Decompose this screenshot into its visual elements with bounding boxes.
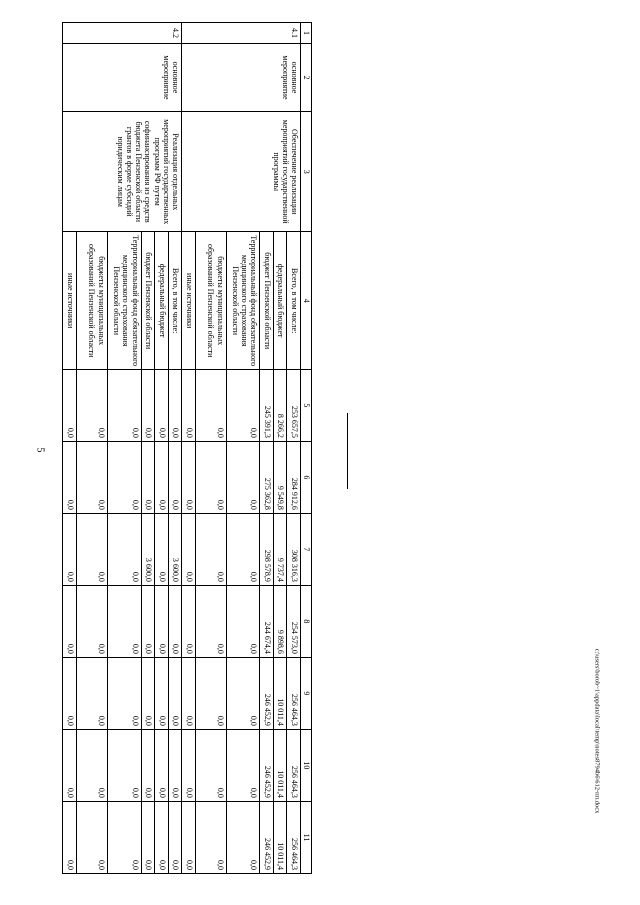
table-row: [287, 23, 301, 874]
page-number: 5: [34, 447, 46, 453]
column-header-6: 6: [301, 441, 312, 513]
amount-cell: 0,0: [182, 657, 196, 729]
amount-cell: 0,0: [226, 441, 260, 513]
file-path: c:\users\borob~1\appdata\local\temp\notes8794b6\612-пп.docx: [593, 648, 601, 814]
column-header-4: 4: [301, 232, 312, 369]
amount-cell: 246 452,9: [260, 801, 274, 873]
column-header-8: 8: [301, 585, 312, 657]
amount-cell: 0,0: [63, 369, 77, 441]
amount-cell: 0,0: [168, 585, 182, 657]
amount-cell: 9 549,8: [274, 441, 288, 513]
amount-cell: 0,0: [63, 513, 77, 585]
amount-cell: 0,0: [76, 801, 107, 873]
amount-cell: 0,0: [141, 585, 155, 657]
row-number-cell: 4.2: [63, 23, 182, 44]
amount-cell: 0,0: [107, 657, 141, 729]
amount-cell: 0,0: [107, 513, 141, 585]
column-header-3: 3: [301, 112, 312, 232]
event-name-cell: Обеспечение реализации мероприятий государственной программы: [182, 112, 301, 232]
amount-cell: 0,0: [76, 441, 107, 513]
amount-cell: 0,0: [155, 441, 169, 513]
amount-cell: 0,0: [141, 729, 155, 801]
column-header-11: 11: [301, 801, 312, 873]
amount-cell: 0,0: [195, 657, 226, 729]
column-header-9: 9: [301, 657, 312, 729]
amount-cell: 0,0: [63, 585, 77, 657]
amount-cell: 0,0: [182, 729, 196, 801]
amount-cell: 0,0: [226, 801, 260, 873]
amount-cell: 284 912,6: [287, 441, 301, 513]
amount-cell: 0,0: [195, 729, 226, 801]
amount-cell: 0,0: [141, 801, 155, 873]
funding-source-cell: бюджет Пензенской области: [141, 232, 155, 369]
column-header-1: 1: [301, 23, 312, 44]
amount-cell: 245 391,3: [260, 369, 274, 441]
amount-cell: 0,0: [141, 369, 155, 441]
table-row: [168, 23, 182, 874]
amount-cell: 10 011,4: [274, 729, 288, 801]
amount-cell: 244 674,4: [260, 585, 274, 657]
amount-cell: 0,0: [195, 585, 226, 657]
amount-cell: 0,0: [226, 585, 260, 657]
amount-cell: 0,0: [195, 441, 226, 513]
amount-cell: 0,0: [107, 585, 141, 657]
amount-cell: 0,0: [141, 441, 155, 513]
column-header-10: 10: [301, 729, 312, 801]
amount-cell: 0,0: [107, 441, 141, 513]
amount-cell: 308 316,3: [287, 513, 301, 585]
column-header-7: 7: [301, 513, 312, 585]
amount-cell: 0,0: [76, 585, 107, 657]
financing-table: [62, 22, 312, 874]
funding-source-cell: федеральный бюджет: [274, 232, 288, 369]
amount-cell: 0,0: [155, 657, 169, 729]
amount-cell: 0,0: [155, 729, 169, 801]
amount-cell: 0,0: [168, 801, 182, 873]
header-row: [301, 23, 312, 874]
amount-cell: 3 600,0: [168, 513, 182, 585]
financing-table-container: [62, 22, 312, 874]
event-type-cell: основное мероприятие: [182, 43, 301, 111]
amount-cell: 0,0: [226, 513, 260, 585]
amount-cell: 246 452,9: [260, 729, 274, 801]
amount-cell: 9 737,4: [274, 513, 288, 585]
column-header-2: 2: [301, 43, 312, 111]
amount-cell: 0,0: [141, 657, 155, 729]
amount-cell: 253 657,5: [287, 369, 301, 441]
amount-cell: 0,0: [226, 657, 260, 729]
funding-source-cell: Территориальный фонд обязательного медицинского страхования Пензенской области: [226, 232, 260, 369]
amount-cell: 0,0: [195, 513, 226, 585]
amount-cell: 0,0: [182, 801, 196, 873]
column-header-5: 5: [301, 369, 312, 441]
row-number-cell: 4.1: [182, 23, 301, 44]
amount-cell: 0,0: [63, 801, 77, 873]
funding-source-cell: Всего, в том числе:: [168, 232, 182, 369]
funding-source-cell: бюджеты муниципальных образований Пензенской области: [195, 232, 226, 369]
event-type-cell: основное мероприятие: [63, 43, 182, 111]
amount-cell: 0,0: [168, 441, 182, 513]
amount-cell: 256 464,3: [287, 801, 301, 873]
funding-source-cell: федеральный бюджет: [155, 232, 169, 369]
amount-cell: 0,0: [182, 441, 196, 513]
amount-cell: 0,0: [155, 801, 169, 873]
amount-cell: 0,0: [195, 369, 226, 441]
amount-cell: 0,0: [107, 369, 141, 441]
amount-cell: 0,0: [226, 729, 260, 801]
amount-cell: 0,0: [76, 369, 107, 441]
amount-cell: 0,0: [168, 729, 182, 801]
amount-cell: 0,0: [182, 513, 196, 585]
funding-source-cell: бюджет Пензенской области: [260, 232, 274, 369]
amount-cell: 256 464,3: [287, 729, 301, 801]
amount-cell: 256 464,3: [287, 657, 301, 729]
amount-cell: 0,0: [107, 729, 141, 801]
amount-cell: 0,0: [107, 801, 141, 873]
amount-cell: 298 578,9: [260, 513, 274, 585]
amount-cell: 0,0: [155, 369, 169, 441]
amount-cell: 0,0: [168, 657, 182, 729]
amount-cell: 8 266,2: [274, 369, 288, 441]
table-body: [63, 23, 301, 874]
amount-cell: 0,0: [182, 369, 196, 441]
amount-cell: 0,0: [182, 585, 196, 657]
amount-cell: 0,0: [76, 513, 107, 585]
funding-source-cell: иные источники: [182, 232, 196, 369]
amount-cell: 275 362,8: [260, 441, 274, 513]
amount-cell: 0,0: [63, 657, 77, 729]
funding-source-cell: Территориальный фонд обязательного медицинского страхования Пензенской области: [107, 232, 141, 369]
amount-cell: 0,0: [76, 657, 107, 729]
amount-cell: 0,0: [63, 729, 77, 801]
divider-line: [347, 413, 348, 489]
amount-cell: 10 011,4: [274, 657, 288, 729]
amount-cell: 9 898,6: [274, 585, 288, 657]
amount-cell: 10 011,4: [274, 801, 288, 873]
amount-cell: 0,0: [195, 801, 226, 873]
funding-source-cell: иные источники: [63, 232, 77, 369]
funding-source-cell: Всего, в том числе:: [287, 232, 301, 369]
amount-cell: 0,0: [168, 369, 182, 441]
amount-cell: 0,0: [155, 513, 169, 585]
amount-cell: 0,0: [226, 369, 260, 441]
amount-cell: 254 573,0: [287, 585, 301, 657]
amount-cell: 0,0: [63, 441, 77, 513]
amount-cell: 246 452,9: [260, 657, 274, 729]
amount-cell: 0,0: [155, 585, 169, 657]
event-name-cell: Реализация отдельных мероприятий государственных программ РФ путем софинансирования из средств бюджета Пензенской области грантов в форме субсидий юридическим лицам: [63, 112, 182, 232]
amount-cell: 0,0: [76, 729, 107, 801]
amount-cell: 3 600,0: [141, 513, 155, 585]
funding-source-cell: бюджеты муниципальных образований Пензенской области: [76, 232, 107, 369]
